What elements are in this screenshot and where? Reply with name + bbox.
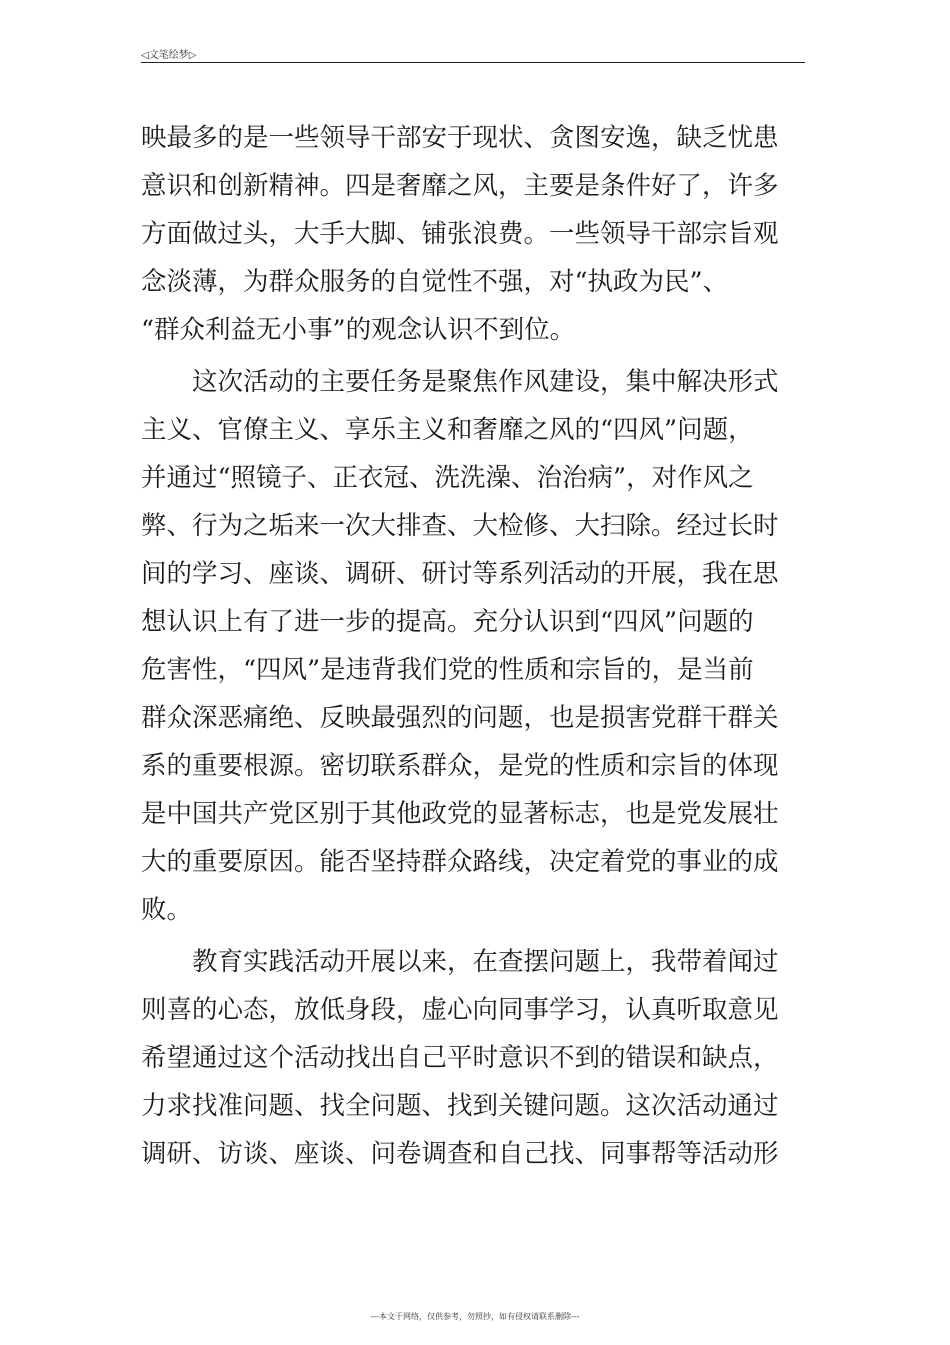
text-line: 弊、行为之垢来一次大排查、大检修、大扫除。经过长时 [141,511,779,541]
text-line: 败。 [141,895,193,925]
text-line: 映最多的是一些领导干部安于现状、贪图安逸，缺乏忧患 [141,123,779,153]
text-line: 这次活动的主要任务是聚焦作风建设，集中解决形式 [141,367,779,397]
text-line: 大的重要原因。能否坚持群众路线，决定着党的事业的成 [141,847,779,877]
text-line: 并通过“照镜子、正衣冠、洗洗澡、治治病”，对作风之 [141,463,754,493]
text-line: 群众深恶痛绝、反映最强烈的问题，也是损害党群干群关 [141,703,779,733]
text-line: 意识和创新精神。四是奢靡之风，主要是条件好了，许多 [141,171,779,201]
text-line: 主义、官僚主义、享乐主义和奢靡之风的“四风”问题， [141,415,754,445]
page-footer: ---本文于网络，仅供参考，勿照抄，如有侵权请联系删除--- [370,1312,580,1321]
text-line: 念淡薄，为群众服务的自觉性不强，对“执政为民”、 [141,267,729,297]
text-line: 则喜的心态，放低身段，虚心向同事学习，认真听取意见 [141,995,779,1025]
text-line: 调研、访谈、座谈、问卷调查和自己找、同事帮等活动形 [141,1139,779,1169]
paragraph-3 [141,938,805,1178]
text-line: 力求找准问题、找全问题、找到关键问题。这次活动通过 [141,1091,779,1121]
page-header [141,44,805,63]
text-line: 系的重要根源。密切联系群众，是党的性质和宗旨的体现 [141,751,779,781]
text-line: 间的学习、座谈、调研、研讨等系列活动的开展，我在思 [141,559,779,589]
text-line: 方面做过头，大手大脚、铺张浪费。一些领导干部宗旨观 [141,219,779,249]
header-title: ◁文笔绘梦▷ [141,50,197,61]
document-body [141,114,805,1178]
paragraph-2 [141,358,805,934]
text-line: 危害性，“四风”是违背我们党的性质和宗旨的，是当前 [141,655,754,685]
text-line: 想认识上有了进一步的提高。充分认识到“四风”问题的 [141,607,754,637]
text-line: 希望通过这个活动找出自己平时意识不到的错误和缺点， [141,1043,779,1073]
text-line: “群众利益无小事”的观念认识不到位。 [141,315,576,345]
paragraph-1 [141,114,805,354]
text-line: 是中国共产党区别于其他政党的显著标志，也是党发展壮 [141,799,779,829]
text-line: 教育实践活动开展以来，在查摆问题上，我带着闻过 [141,947,779,977]
